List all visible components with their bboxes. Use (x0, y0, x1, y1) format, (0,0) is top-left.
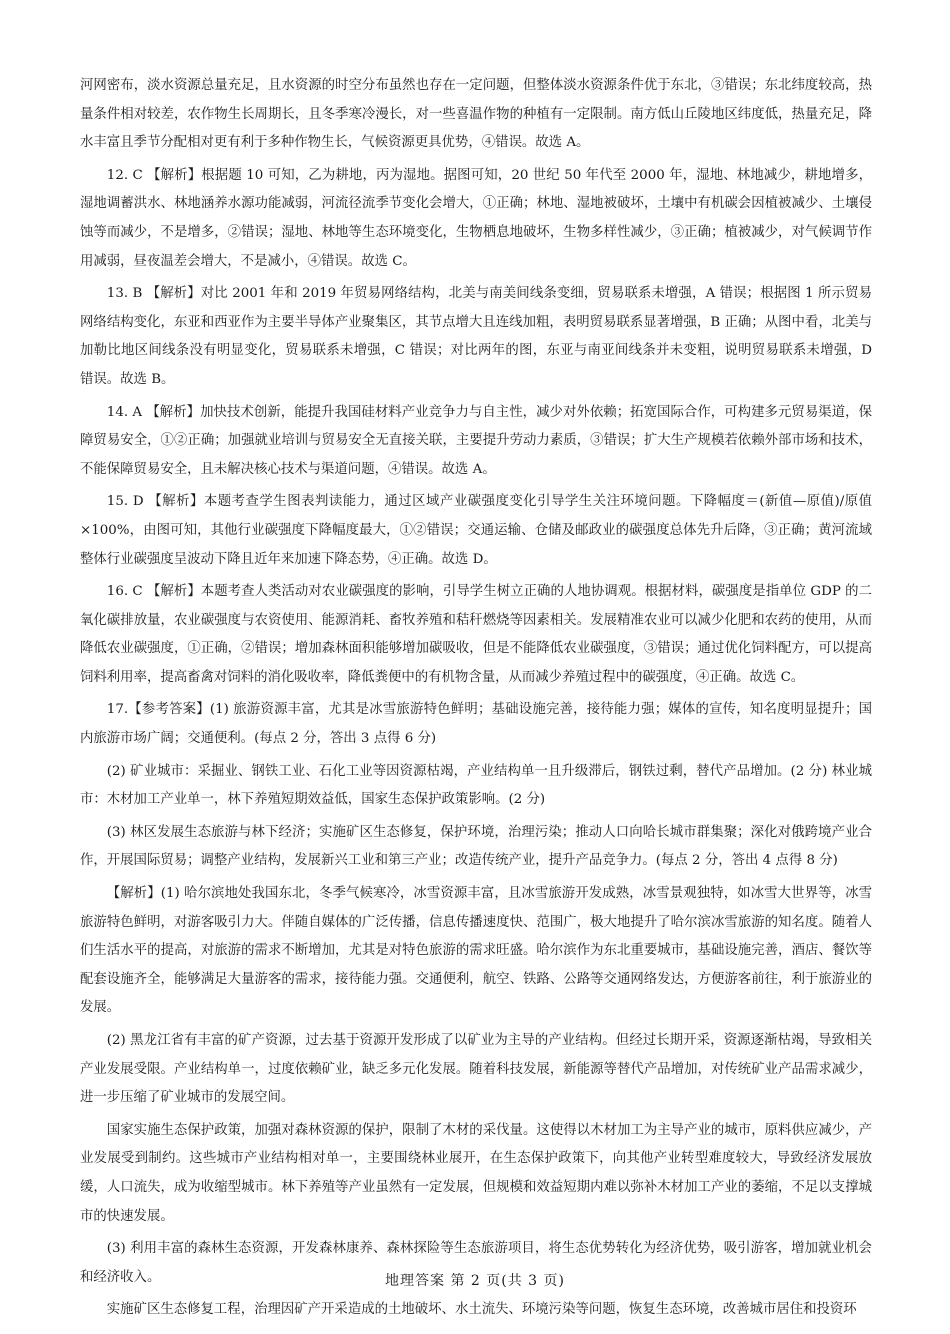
answer-12: 12. C 【解析】根据题 10 可知，乙为耕地，丙为湿地。据图可知，20 世纪 50 年代至 2000 年，湿地、林地减少，耕地增多，湿地调蓄洪水、林地涵养水源功能减弱，河流径流季节变化会增大，①正确；林地、湿地被破坏，土壤中有机碳会因植被减少、土壤侵蚀等而减少，不是增多，②错误；湿地、林地等生态环境变化，生物栖息地破坏，生物多样性减少，③正确；植被减少，对气候调节作用减弱，昼夜温差会增大，不是减小，④错误。故选 C。 (80, 167, 872, 269)
paragraph-continuation: 河网密布，淡水资源总量充足，且水资源的时空分布虽然也存在一定问题，但整体淡水资源条件优于东北，③错误；东北纬度较高，热量条件相对较差，农作物生长周期长，且冬季寒冷漫长，对一些喜温作物的种植有一定限制。南方低山丘陵地区纬度低，热量充足，降水丰富且季节分配相对更有利于多种作物生长，气候资源更具优势，④错误。故选 A。 (80, 78, 872, 151)
answer-17-reference: 17.【参考答案】(1) 旅游资源丰富，尤其是冰雪旅游特色鲜明；基础设施完善，接待能力强；媒体的宣传，知名度明显提升；国内旅游市场广阔；交通便利。(每点 2 分，答出 3 点得 6 分) (80, 702, 872, 747)
answer-16: 16. C 【解析】本题考查人类活动对农业碳强度的影响，引导学生树立正确的人地协调观。根据材料，碳强度是指单位 GDP 的二氧化碳排放量，农业碳强度与农资使用、能源消耗、畜牧养殖和秸秆燃烧等因素相关。发展精准农业可以减少化肥和农药的使用，从而降低农业碳强度，①正确，②错误；增加森林面积能够增加碳吸收，但是不能降低农业碳强度，③错误；通过优化饲料配方，可以提高饲料利用率，提高畜禽对饲料的消化吸收率，降低粪便中的有机物含量，从而减少养殖过程中的碳强度，④正确。故选 C。 (80, 584, 872, 685)
answer-content (80, 72, 872, 1329)
analysis-17-part3: (3) 利用丰富的森林生态资源，开发森林康养、森林探险等生态旅游项目，将生态优势转化为经济优势，吸引游客，增加就业机会和经济收入。 (80, 1241, 872, 1285)
answer-15: 15. D 【解析】本题考查学生图表判读能力，通过区域产业碳强度变化引导学生关注环境问题。下降幅度＝(新值—原值)/原值×100%，由图可知，其他行业碳强度下降幅度最大，①②错误；交通运输、仓储及邮政业的碳强度总体先升后降，③正确；黄河流域整体行业碳强度呈波动下降且近年来加速下降态势，④正确。故选 D。 (80, 494, 872, 567)
answer-17-part2: (2) 矿业城市：采掘业、钢铁工业、石化工业等因资源枯竭，产业结构单一且升级滞后，钢铁过剩，替代产品增加。(2 分) 林业城市：木材加工产业单一，林下养殖短期效益低，国家生态保护政策影响。(2 分) (80, 763, 872, 808)
page-footer: 地理答案 第 2 页(共 3 页) (385, 1273, 565, 1289)
answer-17-part3: (3) 林区发展生态旅游与林下经济；实施矿区生态修复，保护环境，治理污染；推动人口向哈长城市群集聚；深化对俄跨境产业合作，开展国际贸易；调整产业结构，发展新兴工业和第三产业；改造传统产业，提升产品竞争力。(每点 2 分，答出 4 点得 8 分) (80, 824, 872, 869)
analysis-17-part1: 【解析】(1) 哈尔滨地处我国东北，冬季气候寒冷，冰雪资源丰富，且冰雪旅游开发成熟，冰雪景观独特，如冰雪大世界等，冰雪旅游特色鲜明，对游客吸引力大。伴随自媒体的广泛传播，信息传播速度快、范围广，极大地提升了哈尔滨冰雪旅游的知名度。随着人们生活水平的提高，对旅游的需求不断增加，尤其是对特色旅游的需求旺盛。哈尔滨作为东北重要城市，基础设施完善，酒店、餐饮等配套设施齐全，能够满足大量游客的需求，接待能力强。交通便利，航空、铁路、公路等交通网络发达，方便游客前往，利于旅游业的发展。 (80, 886, 872, 1016)
analysis-17-part2-forestry: 国家实施生态保护政策，加强对森林资源的保护，限制了木材的采伐量。这使得以木材加工为主导产业的城市，原料供应减少，产业发展受到制约。这些城市产业结构相对单一，主要围绕林业展开，在生态保护政策下，向其他产业转型难度较大，导致经济发展放缓，人口流失，成为收缩型城市。林下养殖等产业虽然有一定发展，但规模和效益短期内难以弥补木材加工产业的萎缩，不足以支撑城市的快速发展。 (80, 1122, 872, 1224)
answer-13: 13. B 【解析】对比 2001 年和 2019 年贸易网络结构，北美与南美间线条变细，贸易联系未增强，A 错误；根据图 1 所示贸易网络结构变化，东亚和西亚作为主要半导体产业聚集区，其节点增大且连线加粗，表明贸易联系显著增强，B 正确；从图中看，北美与加勒比地区间线条没有明显变化，贸易联系未增强，C 错误；对比两年的图，东亚与南亚间线条并未变粗，说明贸易联系未增强，D 错误。故选 B。 (80, 286, 872, 387)
analysis-17-part3-mining: 实施矿区生态修复工程，治理因矿产开采造成的土地破坏、水土流失、环境污染等问题，恢复生态环境，改善城市居住和投资环 (106, 1302, 857, 1318)
analysis-17-part2: (2) 黑龙江省有丰富的矿产资源，过去基于资源开发形成了以矿业为主导的产业结构。但经过长期开采，资源逐渐枯竭，导致相关产业发展受限。产业结构单一，过度依赖矿业，缺乏多元化发展。随着科技发展，新能源等替代产品增加，对传统矿业产品需求减少，进一步压缩了矿业城市的发展空间。 (80, 1033, 872, 1106)
answer-14: 14. A 【解析】加快技术创新，能提升我国硅材料产业竞争力与自主性，减少对外依赖；拓宽国际合作，可构建多元贸易渠道，保障贸易安全，①②正确；加强就业培训与贸易安全无直接关联，主要提升劳动力素质，③错误；扩大生产规模若依赖外部市场和技术，不能保障贸易安全，且未解决核心技术与渠道问题，④错误。故选 A。 (80, 404, 872, 477)
